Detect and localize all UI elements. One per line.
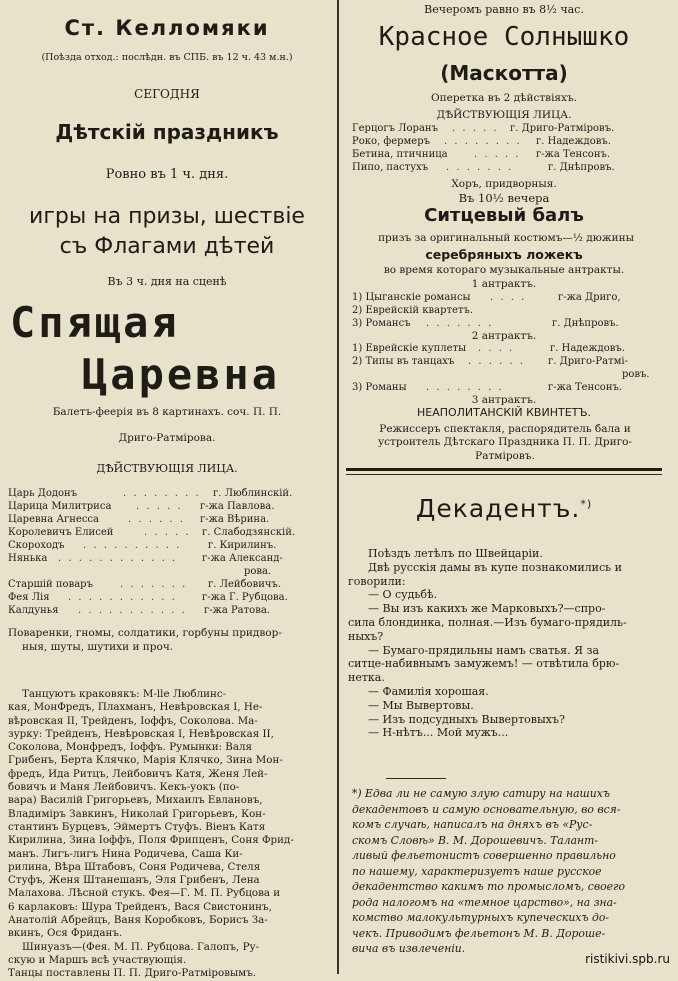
cast-row: Фея Лія . . . . . . . . . . . г-жа Г. Рубцова. bbox=[8, 592, 288, 603]
ballet-title-line-2: Царевна bbox=[82, 350, 281, 399]
ball-time: Въ 10½ вечера bbox=[458, 191, 550, 205]
cast-heading: ДѢЙСТВУЮЩІЯ ЛИЦА. bbox=[96, 462, 238, 475]
cast-row: Роко, фермеръ . . . . . . . . г. Надеждовъ. bbox=[352, 136, 611, 147]
section-rule-thin bbox=[346, 474, 662, 475]
festival-title: Дѣтскій праздникъ bbox=[55, 120, 279, 144]
ball-title: Ситцевый балъ bbox=[424, 205, 584, 226]
antrakt-1-list bbox=[352, 292, 660, 332]
opera-subtitle: (Маскотта) bbox=[440, 61, 568, 85]
story-text: Поѣздъ летѣлъ по Швейцаріи. Двѣ русскія дамы въ купе познакомились и говорили: — О судьбѣ. — Вы изъ какихъ же Марковыхъ?—спро- сила блондинка, полная.—Изъ бумаго-прядиль- ныхъ? — Бумаго-прядильны намъ сватья. Я за ситце-набивнымъ замужемъ! — отвѣтила брю- нетка. — Фамилія хорошая. — Мы Вывертовы. — Изъ подсудныхъ Вывертовыхъ? — Н-нѣтъ... Мой мужъ... bbox=[348, 547, 627, 740]
program-row: 1) Еврейскіе куплеты . . . . г. Надеждовъ. bbox=[352, 343, 625, 354]
opera-cast-heading: ДѢЙСТВУЮЩІЯ ЛИЦА. bbox=[436, 109, 572, 121]
start-time: Ровно въ 1 ч. дня. bbox=[105, 167, 229, 182]
today-label: СЕГОДНЯ bbox=[134, 87, 200, 101]
program-row: ровъ. bbox=[622, 369, 650, 380]
cast-row: Герцогъ Лоранъ . . . . . г. Дриго-Ратміровъ. bbox=[352, 123, 615, 134]
cast-row: Бетина, птичница . . . . . г-жа Тенсонъ. bbox=[352, 149, 611, 160]
cast-row: Скороходъ . . . . . . . . . . г. Кирилинъ. bbox=[8, 540, 277, 551]
cast-row: Калдунья . . . . . . . . . . . г-жа Ратова. bbox=[8, 605, 270, 616]
opera-cast-list bbox=[352, 123, 660, 177]
program-row: 2) Еврейскій квартетъ. bbox=[352, 305, 474, 316]
prize-line-1: призъ за оригинальный костюмъ—½ дюжины bbox=[378, 232, 634, 244]
ballet-desc-1: Балетъ-феерія въ 8 картинахъ. соч. П. П. bbox=[52, 406, 282, 418]
antrakt-2-heading: 2 антрактъ. bbox=[471, 330, 537, 342]
program-row: 3) Романсъ . . . . . . . г. Днѣпровъ. bbox=[352, 318, 619, 329]
cast-row: Нянька . . . . . . . . . . . . г-жа Александ- bbox=[8, 553, 283, 564]
ballet-title-line-1: Спящая bbox=[10, 298, 180, 347]
prize-line-2: серебряныхъ ложекъ bbox=[425, 247, 583, 262]
cast-row: Царевна Агнесса . . . . . . г-жа Вѣрина. bbox=[8, 514, 270, 525]
cast-row: Царь Додонъ . . . . . . . . г. Люблинскій. bbox=[8, 488, 293, 499]
chorus-line: Хоръ, придворныя. bbox=[451, 178, 557, 190]
cast-row: Королевичъ Елисей . . . . . г. Слабодзянскій. bbox=[8, 527, 296, 538]
director-note: Режиссеръ спектакля, распорядитель бала и устроитель Дѣтскаго Праздника П. П. Дриго- Ратміровъ. bbox=[378, 423, 632, 462]
footnote-rule bbox=[386, 778, 446, 779]
ballet-time: Въ 3 ч. дня на сценѣ bbox=[107, 275, 227, 288]
cast-row: Пипо, пастухъ . . . . . . . г. Днѣпровъ. bbox=[352, 162, 615, 173]
program-row: 3) Романы . . . . . . . . г-жа Тенсонъ. bbox=[352, 382, 623, 393]
ballet-cast-list bbox=[8, 488, 328, 618]
games-line-1: игры на призы, шествіе bbox=[29, 204, 305, 229]
footnote-text: *) Едва ли не самую злую сатиру на нашихъ декадентовъ и самую основательную, во вся- комъ случаѣ, написалъ на дняхъ въ «Рус- скомъ Словѣ» В. М. Дорошевичъ. Талант- ливый фельетонистъ совершенно правильно по нашему, характеризуетъ наше русское декадентство какимъ то промысломъ, своего рода налогомъ на «темное царство», на зна- комство малокультурныхъ купеческихъ до- чекъ. Приводимъ фельетонъ М. В. Дороше- вича въ извлеченіи. bbox=[352, 787, 625, 955]
opera-desc: Оперетка въ 2 дѣйствіяхъ. bbox=[431, 92, 577, 104]
cast-row: Царица Милитриса . . . . . г-жа Павлова. bbox=[8, 501, 275, 512]
extras-paragraph: Поваренки, гномы, солдатики, горбуны придвор- ныя, шуты, шутихи и проч. bbox=[8, 627, 282, 653]
games-line-2: съ Флагами дѣтей bbox=[59, 234, 275, 259]
venue-title: Ст. Келломяки bbox=[64, 16, 270, 40]
opera-title: Красное Солнышко bbox=[378, 22, 630, 52]
cast-row: рова. bbox=[244, 566, 272, 577]
column-divider bbox=[337, 0, 339, 974]
article-title: Декадентъ.*) bbox=[415, 494, 593, 523]
dances-paragraph: Танцуютъ краковякъ: М-lle Люблинс- кая, МонФредъ, Плахманъ, Невѣровская І, Не- вѣровская ІІ, Трейденъ, Іоффъ, Соколова. Ма- зурку: Трейденъ, Невѣровская І, Невѣровская ІІ, Соколова, Монфредъ, Іоффъ. Румынки: Валя Грибенъ, Берта Клячко, Марія Клячко, Зина Мон- фредъ, Ида Ритцъ, Лейбовичъ Катя, Женя Лей- бовичъ и Маня Лейбовичъ. Кекъ-уокъ (по- вара) Василій Григорьевъ, Михаилъ Евлановъ, Владиміръ Завкинъ, Николай Григорьевъ, Кон- стантинъ Бурцевъ, Эймертъ Стуфъ. Віенъ Катя Кирилина, Зина Іоффъ, Поля Фрипценъ, Соня Фрид- манъ. Лигъ-лигъ Нина Родичева, Саша Ки- рилина, Вѣра Штабовъ, Соня Родичева, Стеля Стуфъ, Женя Штанешанъ, Эля Грибенъ, Лена Малахова. Лѣсной стукъ. Фея—Г. М. П. Рубцова и 6 карлаковъ: Шура Трейденъ, Вася Свистонинъ, Анатолій Абрейцъ, Ваня Коробковъ, Борисъ За- вкинъ, Ося Фриданъ. Шинуазъ—(Фея. М. П. Рубцова. Галопъ, Ру- скую и Маршъ всѣ участвующія. Танцы поставлены П. П. Дриго-Ратміровымъ. bbox=[8, 688, 294, 980]
watermark[interactable]: ristikivi.spb.ru bbox=[585, 952, 670, 966]
train-note: (Поѣзда отход.: послѣдн. въ СПБ. въ 12 ч. 43 м.н.) bbox=[41, 52, 293, 63]
antrakt-2-list bbox=[352, 343, 660, 397]
program-row: 2) Типы въ танцахъ . . . . . . г. Дриго-Ратмі- bbox=[352, 356, 629, 367]
antrakt-1-heading: 1 антрактъ. bbox=[471, 278, 537, 290]
interludes-line: во время котораго музыкальные антракты. bbox=[383, 264, 625, 276]
antrakt-3-heading: 3 антрактъ. bbox=[471, 394, 537, 406]
ballet-desc-2: Дриго-Ратмірова. bbox=[118, 432, 216, 444]
program-row: 1) Цыганскіе романсы . . . . г-жа Дриго, bbox=[352, 292, 621, 303]
section-rule-thick bbox=[346, 468, 662, 471]
cast-row: Старшій поваръ . . . . . . . г. Лейбовичъ. bbox=[8, 579, 282, 590]
evening-time: Вечеромъ равно въ 8½ час. bbox=[424, 3, 584, 16]
quintet-line: НЕАПОЛИТАНСКІЙ КВИНТЕТЪ. bbox=[416, 406, 592, 419]
